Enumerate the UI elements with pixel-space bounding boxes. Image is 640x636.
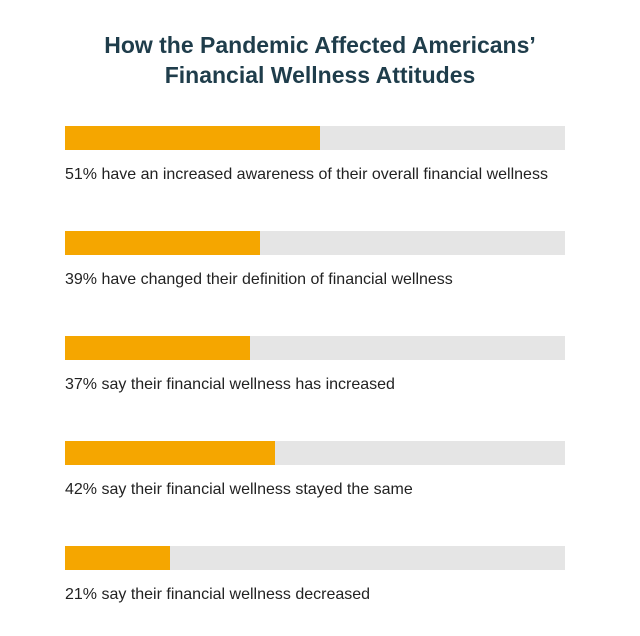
chart-title-line-2: Financial Wellness Attitudes xyxy=(164,62,476,88)
bar-track-1 xyxy=(65,126,565,150)
chart-title xyxy=(20,30,620,90)
bar-row-3 xyxy=(65,336,565,398)
bar-fill-1 xyxy=(65,126,320,150)
bar-fill-3 xyxy=(65,336,250,360)
bar-fill-2 xyxy=(65,231,260,255)
chart-title-line-1: How the Pandemic Affected Americans’ xyxy=(104,32,536,58)
bar-row-4 xyxy=(65,441,565,503)
bar-row-2 xyxy=(65,231,565,293)
bar-row-5 xyxy=(65,546,565,608)
bar-track-5 xyxy=(65,546,565,570)
bar-fill-5 xyxy=(65,546,170,570)
bar-label-5: 21% say their financial wellness decreased xyxy=(65,586,371,603)
bar-row-1 xyxy=(65,126,565,188)
bar-label-4: 42% say their financial wellness stayed the same xyxy=(65,481,413,498)
bar-label-1: 51% have an increased awareness of their overall financial wellness xyxy=(65,166,548,183)
bar-label-3: 37% say their financial wellness has increased xyxy=(65,376,395,393)
bar-label-2: 39% have changed their definition of financial wellness xyxy=(65,271,453,288)
bar-track-4 xyxy=(65,441,565,465)
bar-track-3 xyxy=(65,336,565,360)
bar-fill-4 xyxy=(65,441,275,465)
bar-track-2 xyxy=(65,231,565,255)
